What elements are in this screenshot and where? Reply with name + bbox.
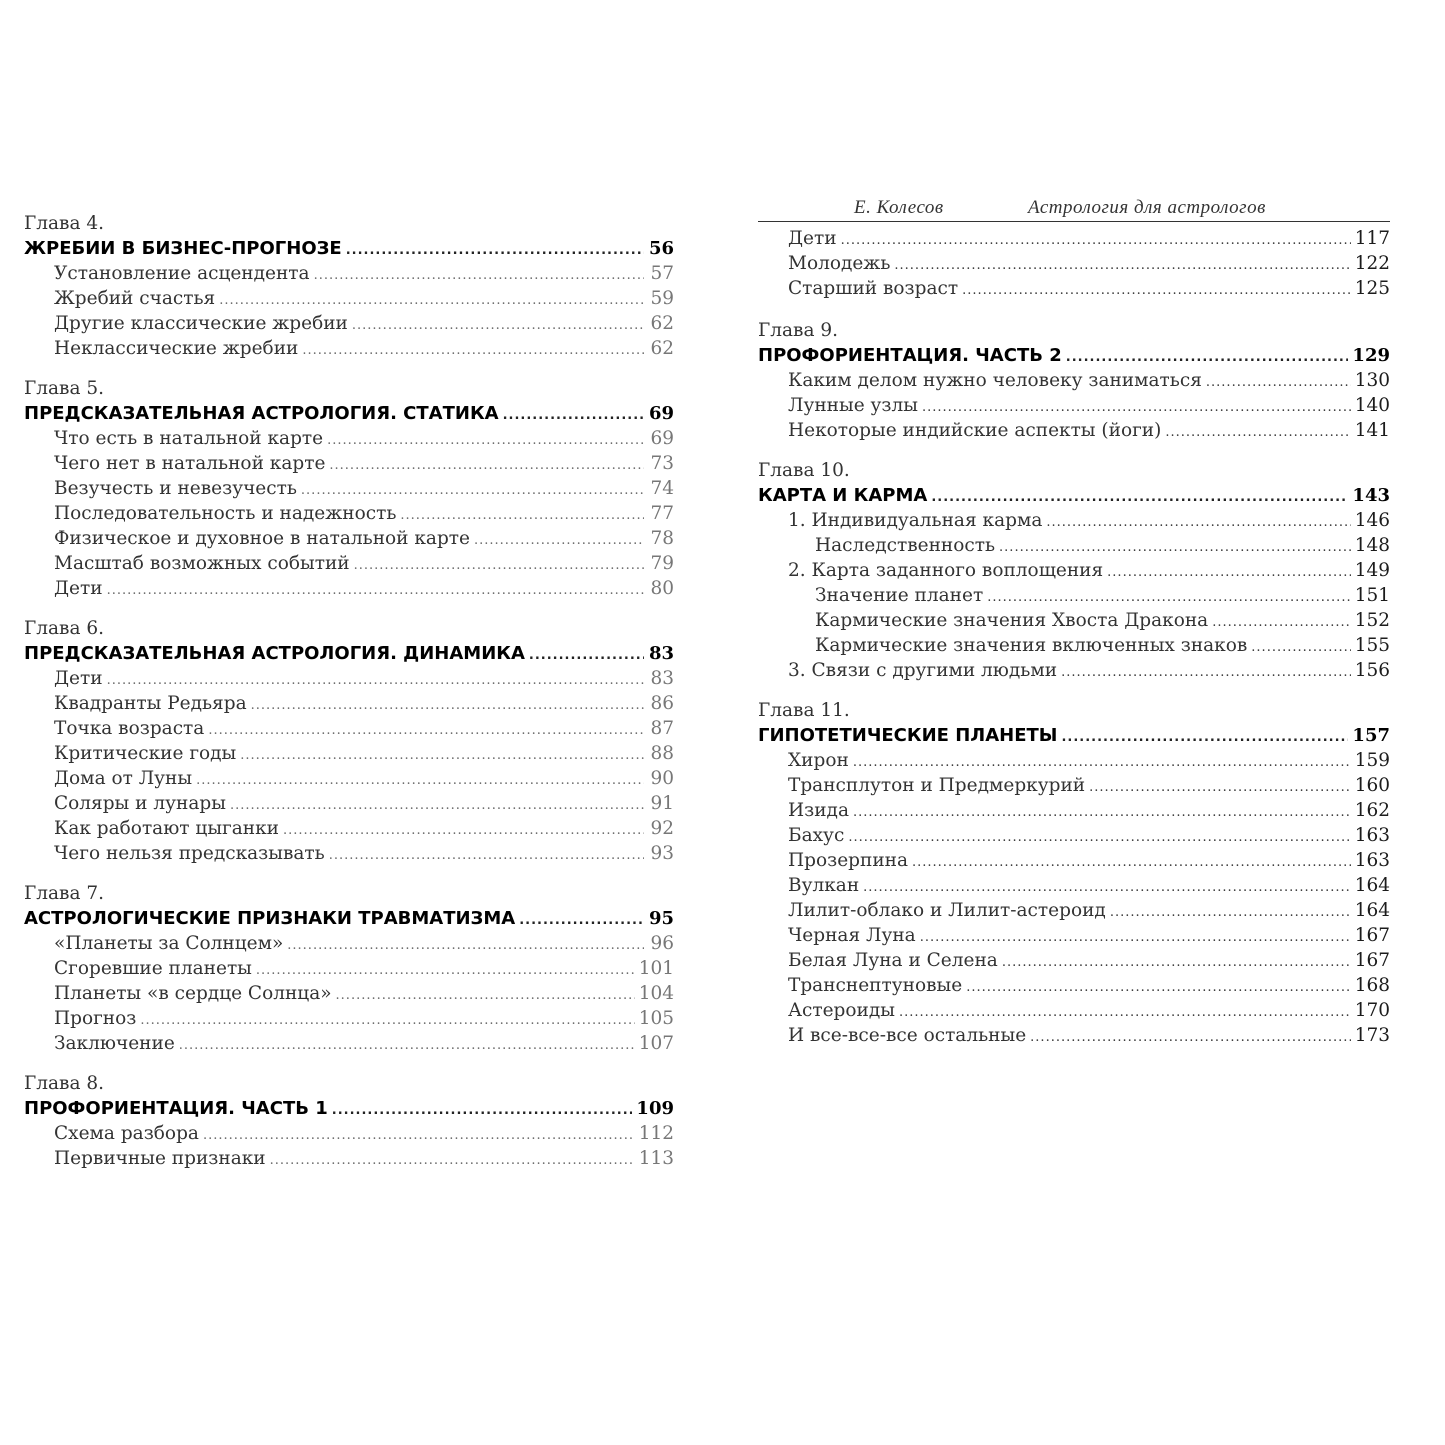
chapter-title — [758, 483, 1390, 508]
toc-entry-text: Последовательность и надежность — [54, 503, 397, 524]
toc-entry-text: Как работают цыганки — [54, 818, 279, 839]
page-number: 122 — [1354, 253, 1390, 274]
page-number: 59 — [650, 288, 674, 309]
chapter-title-text: ГИПОТЕТИЧЕСКИЕ ПЛАНЕТЫ — [758, 725, 1058, 746]
page-number: 143 — [1352, 485, 1390, 506]
toc-entry-text: Дома от Луны — [54, 768, 193, 789]
page-number: 140 — [1354, 395, 1390, 416]
dot-leader — [1089, 775, 1351, 800]
toc-entry — [758, 251, 1390, 276]
dot-leader — [853, 750, 1351, 775]
chapter-title-text: КАРТА И КАРМА — [758, 485, 928, 506]
chapter-label: Глава 7. — [24, 883, 105, 904]
toc-entry — [758, 393, 1390, 418]
toc-entry — [758, 848, 1390, 873]
continued-entries — [758, 226, 1390, 301]
toc-entry — [758, 583, 1390, 608]
page-number: 105 — [638, 1008, 674, 1029]
chapter-block — [24, 617, 674, 866]
toc-entry — [758, 508, 1390, 533]
toc-entry-text: Схема разбора — [54, 1123, 199, 1144]
toc-entry — [758, 558, 1390, 583]
dot-leader — [1066, 345, 1349, 370]
toc-entry — [758, 368, 1390, 393]
toc-entry-text: Дети — [54, 668, 103, 689]
running-header — [758, 195, 1390, 222]
page-number: 78 — [650, 528, 674, 549]
dot-leader — [240, 743, 644, 768]
dot-leader — [1046, 510, 1350, 535]
chapter-label: Глава 10. — [758, 460, 850, 481]
chapter-title — [758, 343, 1390, 368]
chapter-title-text: ЖРЕБИИ В БИЗНЕС-ПРОГНОЗЕ — [24, 238, 342, 259]
toc-entry-text: И все-все-все остальные — [788, 1025, 1027, 1046]
dot-leader — [1110, 900, 1351, 925]
page-number: 79 — [650, 553, 674, 574]
toc-entry-text: Кармические значения включенных знаков — [815, 635, 1248, 656]
toc-entry-text: Заключение — [54, 1033, 175, 1054]
toc-entry — [24, 841, 674, 866]
toc-entry-text: Дети — [788, 228, 837, 249]
toc-entry — [24, 791, 674, 816]
page-number: 113 — [638, 1148, 674, 1169]
toc-entry-text: Соляры и лунары — [54, 793, 226, 814]
dot-leader — [179, 1033, 635, 1058]
toc-entry-text: Наследственность — [815, 535, 996, 556]
dot-leader — [519, 908, 644, 933]
page-number: 129 — [1352, 345, 1390, 366]
page-number: 74 — [650, 478, 674, 499]
dot-leader — [1165, 420, 1350, 445]
dot-leader — [966, 975, 1351, 1000]
toc-entry — [24, 501, 674, 526]
toc-entry — [758, 276, 1390, 301]
chapter-title — [24, 401, 674, 426]
dot-leader — [1061, 660, 1351, 685]
page-number: 86 — [650, 693, 674, 714]
chapter-title — [758, 723, 1390, 748]
page-number: 160 — [1354, 775, 1390, 796]
toc-entry-text: Некоторые индийские аспекты (йоги) — [788, 420, 1162, 441]
dot-leader — [503, 403, 644, 428]
page-number: 151 — [1354, 585, 1390, 606]
dot-leader — [400, 503, 644, 528]
toc-entry — [24, 816, 674, 841]
chapter-title — [24, 641, 674, 666]
dot-leader — [863, 875, 1351, 900]
toc-left-column — [24, 212, 674, 1187]
dot-leader — [327, 428, 644, 453]
chapter-title — [24, 906, 674, 931]
dot-leader — [962, 278, 1351, 303]
toc-entry — [758, 226, 1390, 251]
page-number: 69 — [648, 403, 674, 424]
page-number: 164 — [1354, 900, 1390, 921]
toc-entry — [758, 948, 1390, 973]
toc-entry-text: Чего нельзя предсказывать — [54, 843, 325, 864]
page-number: 163 — [1354, 825, 1390, 846]
toc-entry — [24, 1006, 674, 1031]
toc-entry — [758, 1023, 1390, 1048]
toc-entry-text: Что есть в натальной карте — [54, 428, 324, 449]
chapter-title-text: ПРОФОРИЕНТАЦИЯ. ЧАСТЬ 2 — [758, 345, 1062, 366]
dot-leader — [196, 768, 644, 793]
chapter-title-text: ПРОФОРИЕНТАЦИЯ. ЧАСТЬ 1 — [24, 1098, 328, 1119]
toc-entry — [24, 576, 674, 601]
toc-entry — [24, 981, 674, 1006]
dot-leader — [922, 395, 1351, 420]
page-number: 80 — [650, 578, 674, 599]
toc-entry-text: Планеты «в сердце Солнца» — [54, 983, 332, 1004]
page-number: 141 — [1354, 420, 1390, 441]
toc-entry-text: Кармические значения Хвоста Дракона — [815, 610, 1209, 631]
page-number: 152 — [1354, 610, 1390, 631]
toc-entry-text: Дети — [54, 578, 103, 599]
dot-leader — [346, 238, 644, 263]
chapter-block — [24, 1072, 674, 1171]
toc-entry-text: Лилит-облако и Лилит-астероид — [788, 900, 1106, 921]
toc-entry — [758, 998, 1390, 1023]
toc-entry — [24, 766, 674, 791]
dot-leader — [208, 718, 644, 743]
dot-leader — [841, 228, 1351, 253]
toc-entry — [758, 533, 1390, 558]
dot-leader — [1212, 610, 1350, 635]
page-number: 130 — [1354, 370, 1390, 391]
dot-leader — [283, 818, 644, 843]
toc-entry-text: Критические годы — [54, 743, 237, 764]
toc-entry — [758, 973, 1390, 998]
toc-entry-text: Масштаб возможных событий — [54, 553, 350, 574]
page-number: 162 — [1354, 800, 1390, 821]
toc-entry — [758, 773, 1390, 798]
chapter-block — [24, 882, 674, 1056]
page-number: 112 — [638, 1123, 674, 1144]
toc-entry — [758, 873, 1390, 898]
toc-entry-text: Трансплутон и Предмеркурий — [788, 775, 1086, 796]
toc-entry-text: Черная Луна — [788, 925, 916, 946]
toc-entry-text: Сгоревшие планеты — [54, 958, 252, 979]
dot-leader — [302, 338, 644, 363]
dot-leader — [848, 825, 1350, 850]
page-number: 83 — [650, 668, 674, 689]
toc-entry-text: Белая Луна и Селена — [788, 950, 998, 971]
chapter-label: Глава 6. — [24, 618, 105, 639]
toc-entry — [24, 476, 674, 501]
toc-entry-text: Квадранты Редьяра — [54, 693, 247, 714]
page-number: 77 — [650, 503, 674, 524]
chapter-title-text: АСТРОЛОГИЧЕСКИЕ ПРИЗНАКИ ТРАВМАТИЗМА — [24, 908, 516, 929]
toc-entry-text: Прогноз — [54, 1008, 137, 1029]
page-number: 62 — [650, 313, 674, 334]
toc-entry-text: Бахус — [788, 825, 845, 846]
chapter-block — [758, 319, 1390, 443]
toc-right-column — [758, 195, 1390, 1064]
toc-entry-text: Другие классические жребии — [54, 313, 348, 334]
page-number: 88 — [650, 743, 674, 764]
dot-leader — [1030, 1025, 1351, 1050]
toc-entry — [24, 261, 674, 286]
toc-entry-text: Неклассические жребии — [54, 338, 299, 359]
right-chapters — [758, 319, 1390, 1048]
toc-entry — [758, 748, 1390, 773]
chapter-label: Глава 11. — [758, 700, 850, 721]
page-number: 92 — [650, 818, 674, 839]
toc-entry-text: Астероиды — [788, 1000, 895, 1021]
toc-entry — [758, 658, 1390, 683]
chapter-label: Глава 5. — [24, 378, 105, 399]
page-number: 155 — [1354, 635, 1390, 656]
page-number: 69 — [650, 428, 674, 449]
toc-entry-text: 2. Карта заданного воплощения — [788, 560, 1104, 581]
chapter-title-text: ПРЕДСКАЗАТЕЛЬНАЯ АСТРОЛОГИЯ. ДИНАМИКА — [24, 643, 525, 664]
dot-leader — [474, 528, 644, 553]
dot-leader — [1061, 725, 1348, 750]
page-number: 159 — [1354, 750, 1390, 771]
toc-entry-text: 3. Связи с другими людьми — [788, 660, 1058, 681]
toc-entry-text: Молодежь — [788, 253, 891, 274]
page-number: 156 — [1354, 660, 1390, 681]
page-number: 149 — [1354, 560, 1390, 581]
dot-leader — [1107, 560, 1351, 585]
dot-leader — [899, 1000, 1351, 1025]
page-number: 56 — [648, 238, 674, 259]
page-number: 73 — [650, 453, 674, 474]
toc-entry — [758, 923, 1390, 948]
dot-leader — [203, 1123, 635, 1148]
toc-entry — [758, 798, 1390, 823]
dot-leader — [336, 983, 635, 1008]
toc-entry-text: Лунные узлы — [788, 395, 918, 416]
chapter-title-text: ПРЕДСКАЗАТЕЛЬНАЯ АСТРОЛОГИЯ. СТАТИКА — [24, 403, 499, 424]
page-number: 170 — [1354, 1000, 1390, 1021]
toc-entry — [24, 716, 674, 741]
toc-entry-text: Установление асцендента — [54, 263, 310, 284]
page-number: 167 — [1354, 950, 1390, 971]
toc-entry-text: Прозерпина — [788, 850, 909, 871]
toc-entry — [24, 451, 674, 476]
chapter-block — [24, 212, 674, 361]
toc-entry-text: Изида — [788, 800, 849, 821]
toc-entry-text: 1. Индивидуальная карма — [788, 510, 1043, 531]
page-number: 173 — [1354, 1025, 1390, 1046]
dot-leader — [1251, 635, 1350, 660]
dot-leader — [529, 643, 644, 668]
toc-entry-text: Жребий счастья — [54, 288, 216, 309]
toc-entry-text: Первичные признаки — [54, 1148, 266, 1169]
page-number: 104 — [638, 983, 674, 1004]
dot-leader — [1206, 370, 1351, 395]
dot-leader — [354, 553, 644, 578]
toc-entry-text: Вулкан — [788, 875, 860, 896]
dot-leader — [107, 578, 644, 603]
toc-entry — [24, 311, 674, 336]
page-number: 157 — [1352, 725, 1390, 746]
dot-leader — [987, 585, 1351, 610]
toc-entry-text: Чего нет в натальной карте — [54, 453, 326, 474]
header-book-title: Астрология для астрологов — [1028, 197, 1266, 218]
page-number: 90 — [650, 768, 674, 789]
chapter-block — [758, 459, 1390, 683]
dot-leader — [1002, 950, 1351, 975]
toc-entry-text: Значение планет — [815, 585, 984, 606]
page-number: 107 — [638, 1033, 674, 1054]
page-number: 164 — [1354, 875, 1390, 896]
toc-entry — [24, 1121, 674, 1146]
toc-entry — [758, 898, 1390, 923]
toc-entry — [24, 1031, 674, 1056]
toc-entry — [24, 666, 674, 691]
dot-leader — [314, 263, 644, 288]
page-number: 96 — [650, 933, 674, 954]
toc-entry — [758, 823, 1390, 848]
toc-entry — [24, 1146, 674, 1171]
page-number: 109 — [636, 1098, 674, 1119]
chapter-label: Глава 8. — [24, 1073, 105, 1094]
dot-leader — [931, 485, 1348, 510]
dot-leader — [999, 535, 1351, 560]
dot-leader — [329, 843, 644, 868]
dot-leader — [287, 933, 644, 958]
page-number: 125 — [1354, 278, 1390, 299]
chapter-title — [24, 1096, 674, 1121]
page-number: 167 — [1354, 925, 1390, 946]
toc-entry — [24, 551, 674, 576]
toc-entry — [758, 608, 1390, 633]
toc-entry — [24, 286, 674, 311]
toc-entry-text: «Планеты за Солнцем» — [54, 933, 284, 954]
dot-leader — [912, 850, 1351, 875]
page-number: 57 — [650, 263, 674, 284]
dot-leader — [140, 1008, 634, 1033]
dot-leader — [270, 1148, 635, 1173]
dot-leader — [920, 925, 1351, 950]
toc-entry — [24, 931, 674, 956]
page-number: 117 — [1354, 228, 1390, 249]
page-number: 101 — [638, 958, 674, 979]
page-number: 93 — [650, 843, 674, 864]
dot-leader — [256, 958, 635, 983]
page-number: 87 — [650, 718, 674, 739]
toc-entry-text: Точка возраста — [54, 718, 205, 739]
dot-leader — [107, 668, 644, 693]
toc-entry — [24, 426, 674, 451]
dot-leader — [251, 693, 644, 718]
dot-leader — [230, 793, 644, 818]
toc-entry-text: Старший возраст — [788, 278, 959, 299]
toc-entry-text: Хирон — [788, 750, 849, 771]
toc-entry-text: Физическое и духовное в натальной карте — [54, 528, 470, 549]
dot-leader — [219, 288, 644, 313]
page-number: 62 — [650, 338, 674, 359]
page-number: 163 — [1354, 850, 1390, 871]
header-author: Е. Колесов — [854, 197, 944, 218]
dot-leader — [332, 1098, 633, 1123]
chapter-title — [24, 236, 674, 261]
toc-entry-text: Каким делом нужно человеку заниматься — [788, 370, 1202, 391]
chapter-block — [758, 699, 1390, 1048]
dot-leader — [894, 253, 1350, 278]
toc-entry — [24, 526, 674, 551]
page-number: 95 — [648, 908, 674, 929]
chapter-block — [24, 377, 674, 601]
dot-leader — [352, 313, 644, 338]
toc-entry-text: Везучесть и невезучесть — [54, 478, 297, 499]
toc-entry — [24, 691, 674, 716]
page-number: 83 — [648, 643, 674, 664]
page-number: 146 — [1354, 510, 1390, 531]
dot-leader — [301, 478, 644, 503]
dot-leader — [853, 800, 1351, 825]
page-number: 168 — [1354, 975, 1390, 996]
toc-entry-text: Транснептуновые — [788, 975, 963, 996]
toc-entry — [758, 418, 1390, 443]
page-number: 91 — [650, 793, 674, 814]
page-number: 148 — [1354, 535, 1390, 556]
toc-entry — [24, 956, 674, 981]
chapter-label: Глава 4. — [24, 213, 105, 234]
chapter-label: Глава 9. — [758, 320, 839, 341]
toc-entry — [24, 336, 674, 361]
dot-leader — [329, 453, 644, 478]
toc-entry — [758, 633, 1390, 658]
toc-entry — [24, 741, 674, 766]
